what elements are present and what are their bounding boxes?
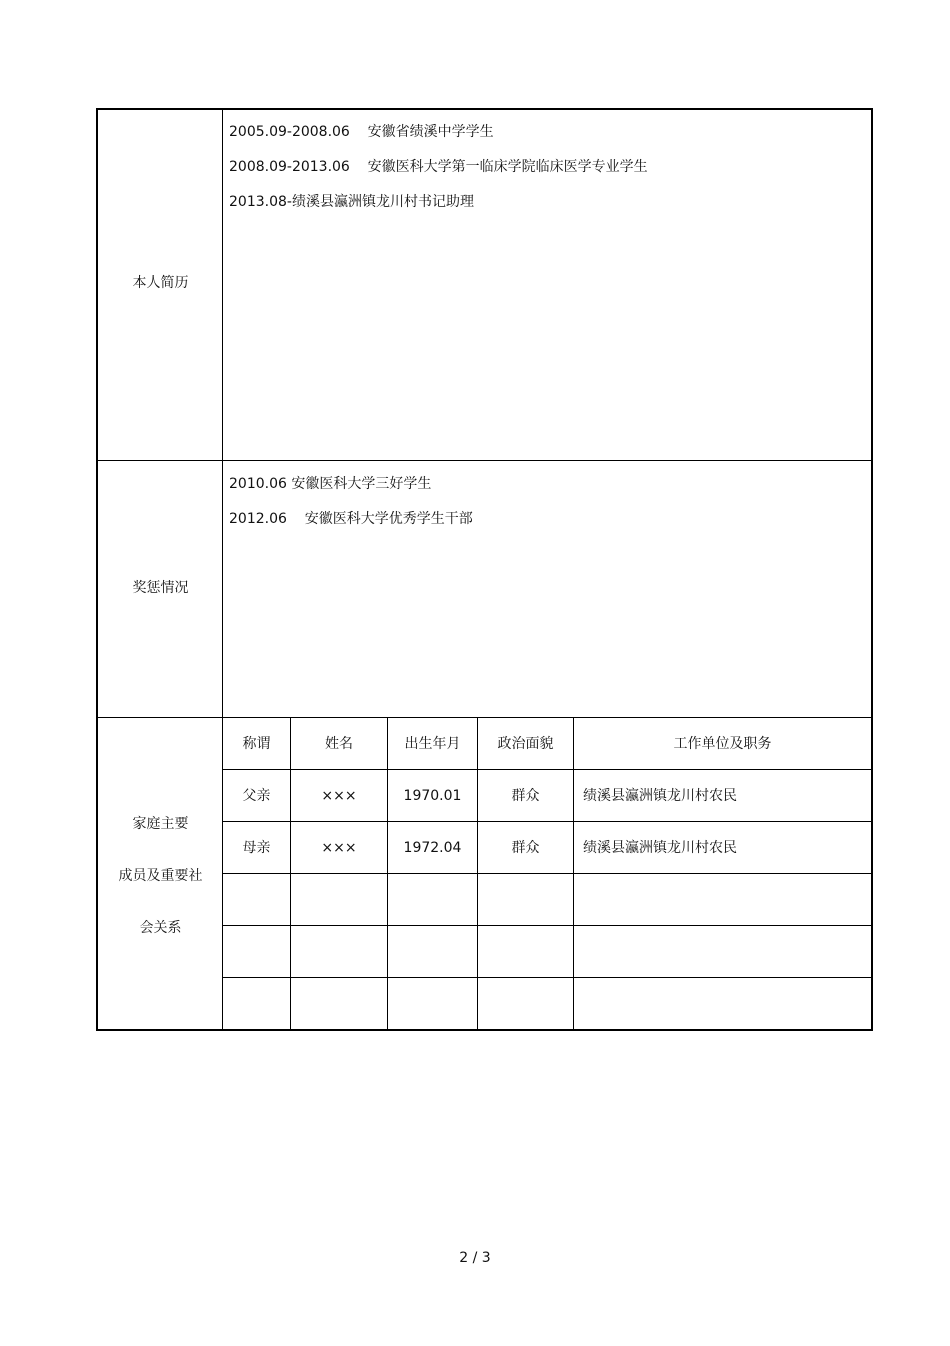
family-header-cell: 称谓 xyxy=(242,736,271,752)
family-cell-name: ××× xyxy=(321,840,357,856)
family-label xyxy=(98,814,223,938)
award-entry: 2012.06 安徽医科大学优秀学生干部 xyxy=(229,511,473,527)
family-label-line: 会关系 xyxy=(139,920,182,936)
registration-form-table xyxy=(96,108,873,1031)
family-cell-political: 群众 xyxy=(511,788,540,804)
resume-awards-divider xyxy=(98,460,871,461)
family-cell-name: ××× xyxy=(321,788,357,804)
awards-label: 奖惩情况 xyxy=(132,580,189,596)
family-cell-work: 绩溪县瀛洲镇龙川村农民 xyxy=(583,840,737,856)
family-header-cell: 姓名 xyxy=(325,736,353,752)
resume-entry: 2008.09-2013.06 安徽医科大学第一临床学院临床医学专业学生 xyxy=(229,159,648,175)
family-row-divider xyxy=(222,977,871,978)
family-row-divider xyxy=(222,925,871,926)
resume-label: 本人简历 xyxy=(132,275,189,291)
family-cell-political: 群众 xyxy=(511,840,540,856)
family-header-cell: 政治面貌 xyxy=(497,736,554,752)
family-label-line: 成员及重要社 xyxy=(118,868,203,884)
resume-entry: 2005.09-2008.06 安徽省绩溪中学学生 xyxy=(229,124,494,140)
resume-entry: 2013.08-绩溪县瀛洲镇龙川村书记助理 xyxy=(229,194,474,210)
family-cell-relation: 父亲 xyxy=(242,788,271,804)
family-cell-relation: 母亲 xyxy=(242,840,271,856)
family-cell-birth: 1972.04 xyxy=(403,840,462,856)
family-header-cell: 出生年月 xyxy=(404,736,461,752)
page-number: 2 / 3 xyxy=(459,1250,491,1266)
family-label-line: 家庭主要 xyxy=(132,816,189,832)
family-cell-birth: 1970.01 xyxy=(403,788,462,804)
family-cell-work: 绩溪县瀛洲镇龙川村农民 xyxy=(583,788,737,804)
family-header-cell: 工作单位及职务 xyxy=(673,736,772,752)
award-entry: 2010.06 安徽医科大学三好学生 xyxy=(229,476,432,492)
